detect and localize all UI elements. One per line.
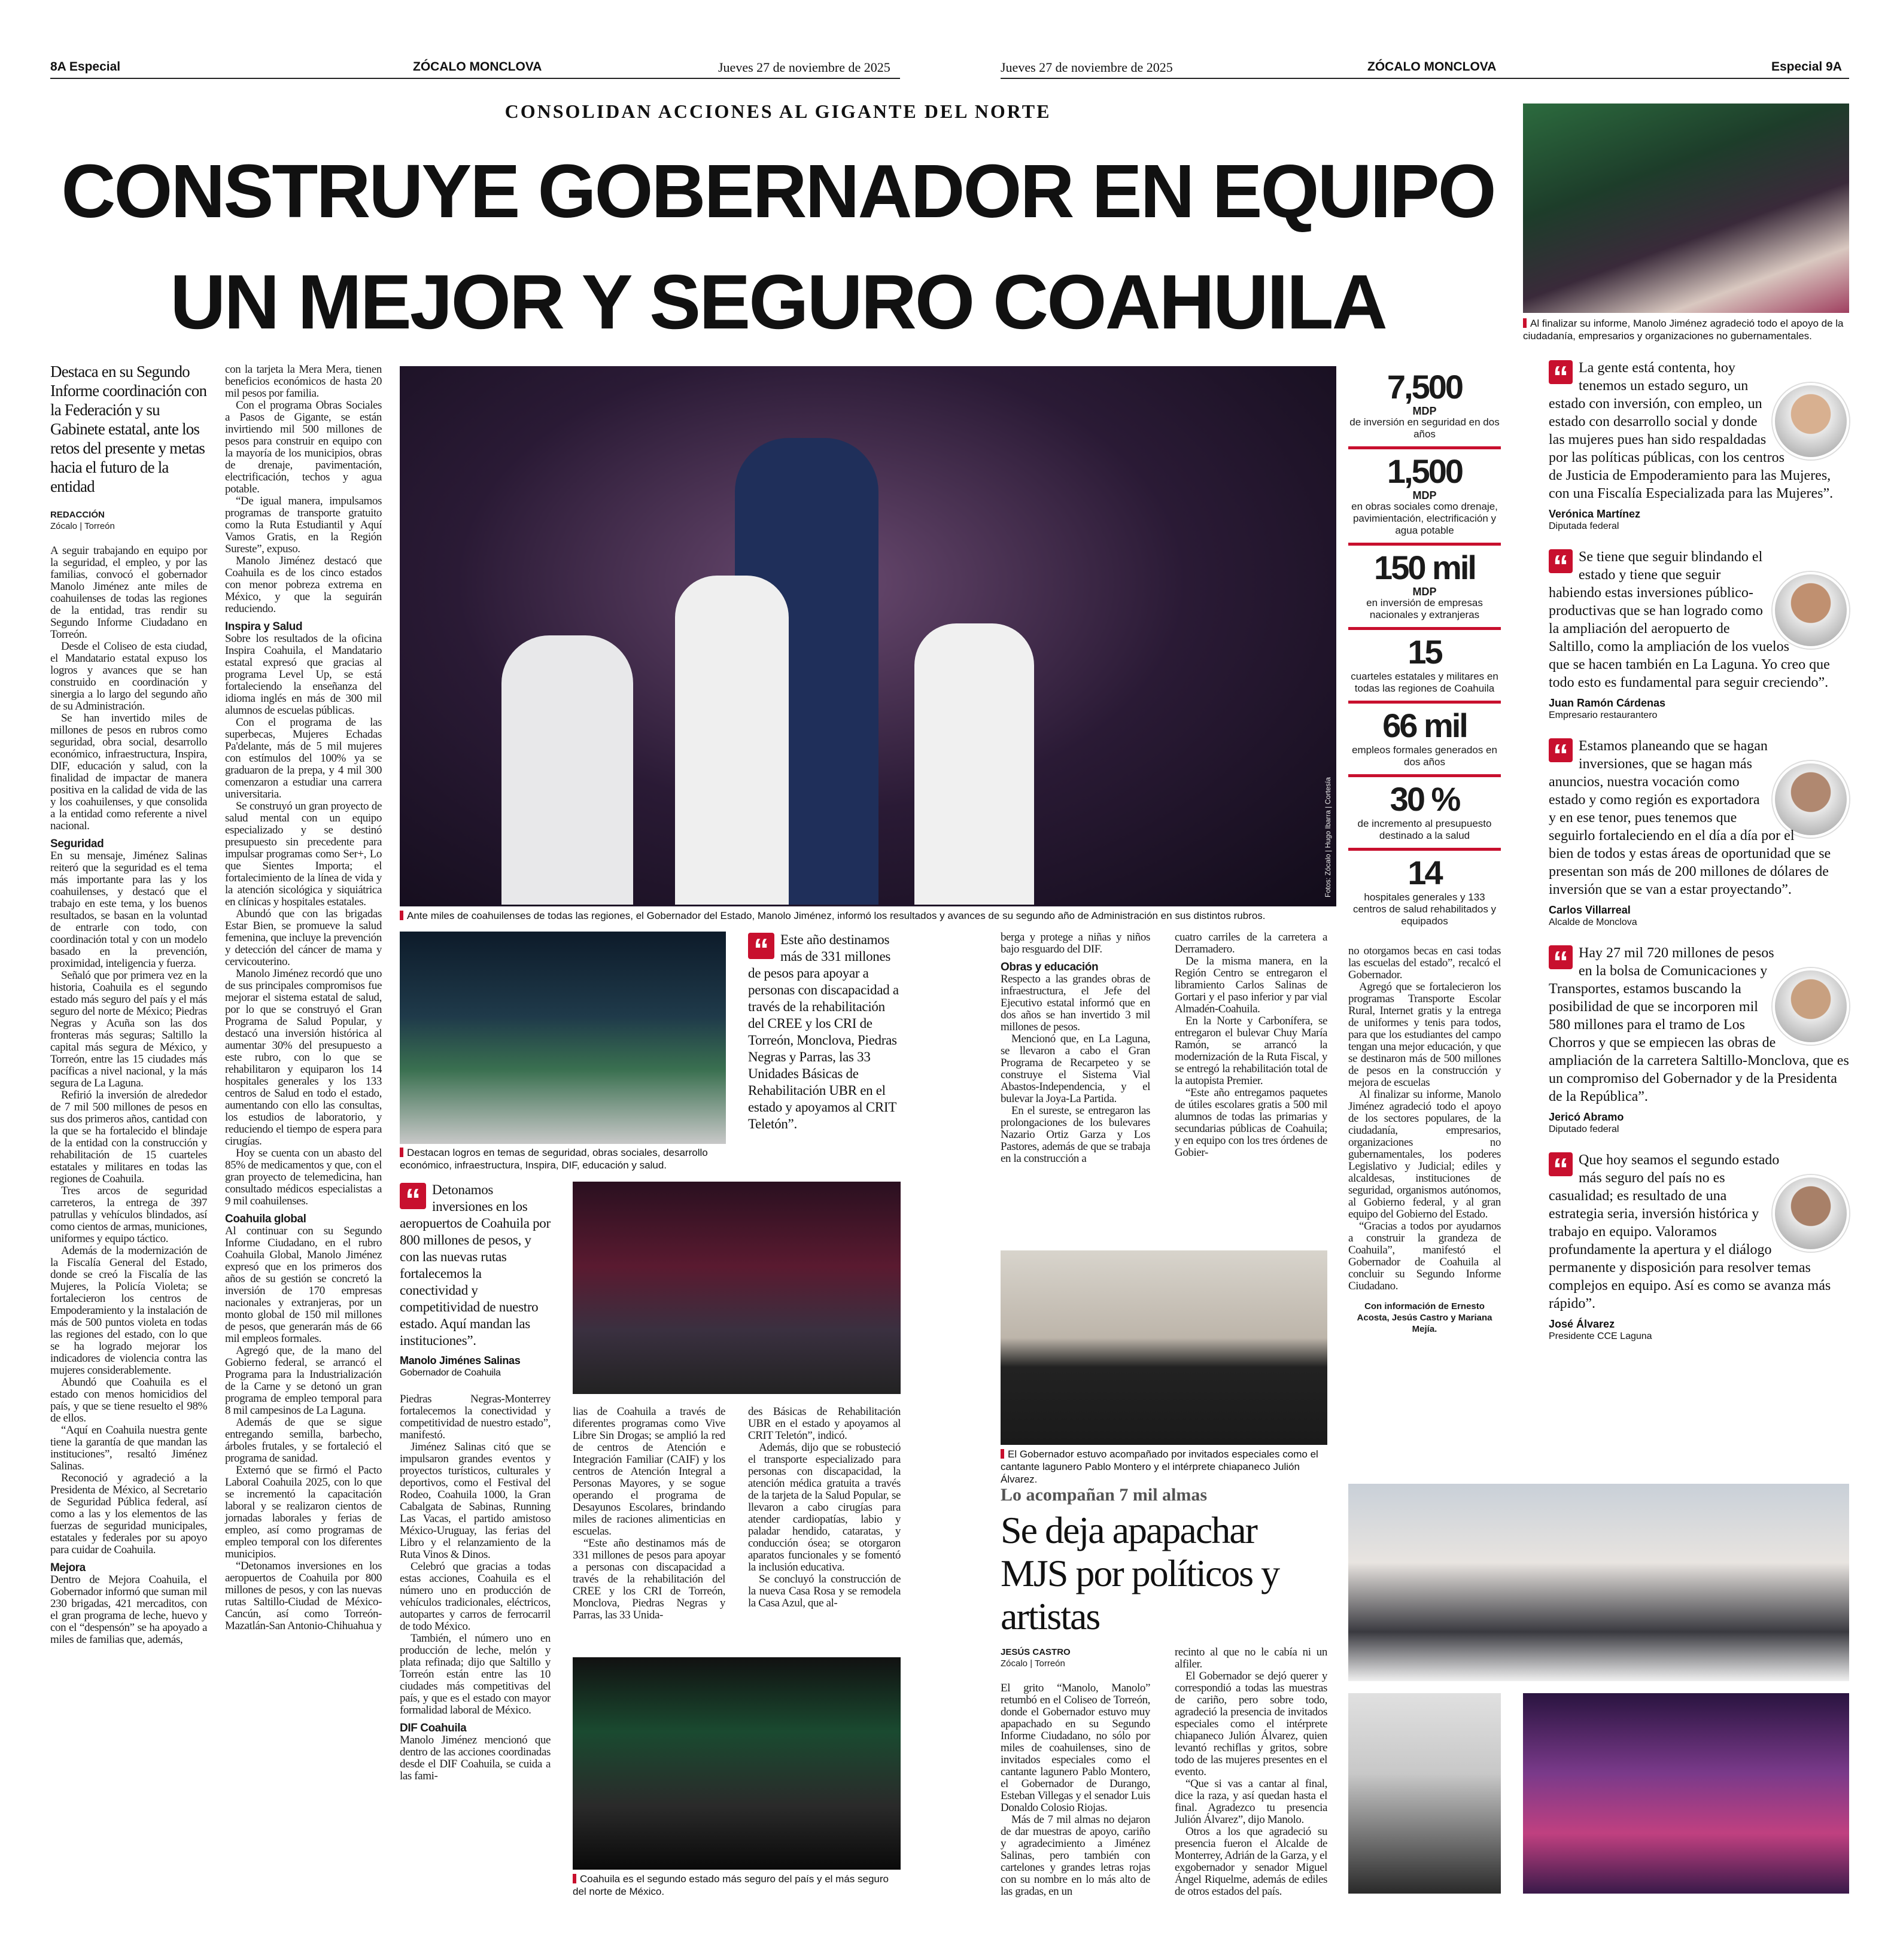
header-rule-left	[50, 78, 900, 79]
stat-unit: MDP	[1412, 405, 1437, 417]
photo-arena	[400, 932, 726, 1144]
paragraph: Se han invertido miles de millones de pesos en rubros como seguridad, obra social, desarrollo económico, infraestructura, Inspira, DIF, educación y salud, con la finalidad de impactar de manera positiva en la calidad de vida de las y los coahuilenses, y que consolida a la entidad como referente a nivel nacional.	[50, 712, 207, 832]
paragraph: recinto al que no le cabía ni un alfiler.	[1175, 1646, 1327, 1670]
quote-author-role: Diputada federal	[1549, 521, 1619, 531]
paragraph: “De igual manera, impulsamos programas de transporte gratuito como la Ruta Estudiantil y Aquí Vamos Gratis, en la Región Sureste”, expuso.	[225, 495, 382, 555]
paragraph: Se concluyó la construcción de la nueva Casa Rosa y se remodela la Casa Azul, que al-	[748, 1573, 901, 1609]
subhead: Seguridad	[50, 838, 104, 850]
article-column-8	[1348, 945, 1501, 1292]
photo-figure-child	[501, 635, 633, 905]
paragraph: Jiménez Salinas citó que se impulsaron grandes eventos y proyectos turísticos, culturales y deportivos, como el Festival del Rodeo, Coahuila 1000, la Gran Cabalgata de Sabinas, Running Las Vacas, el partido amistoso México-Uruguay, las ferias del Libro y el relanzamiento de la Ruta Vinos & Dinos.	[400, 1441, 551, 1561]
stats-and-column-8	[1348, 365, 1501, 1335]
quote-text: Que hoy seamos el segundo estado más seguro del país no es casualidad; es resultado de una estrategia seria, inversión histórica y trabajo en equipo. Valoramos profundamente la apertura y el diálogo permanente y disposición para resolver temas complejos en equipo. Así es como se avanza más rápido”.	[1549, 1152, 1831, 1311]
stat-item	[1348, 365, 1501, 449]
avatar	[1773, 383, 1849, 459]
date-right: Jueves 27 de noviembre de 2025	[1001, 60, 1173, 75]
paragraph: Reconoció y agradeció a la Presidenta de México, al Secretario de Seguridad Pública federal, así como a las y los elementos de las fuerzas de seguridad municipales, estatales y federales por su apoyo para cuidar de Coahuila.	[50, 1472, 207, 1556]
paragraph: Además, dijo que se robusteció el transporte especializado para personas con discapacidad, la atención médica gratuita a través de la tarjeta de la Salud Popular, se llevaron a cabo cirugías para atender cardiopatías, labio y paladar hendido, cataratas, y conducción ósea; se otorgaron aparatos funcionales y se fomentó la inclusión educativa.	[748, 1441, 901, 1574]
quote-author: Juan Ramón Cárdenas	[1549, 697, 1666, 709]
date-left: Jueves 27 de noviembre de 2025	[718, 60, 890, 75]
paragraph: con la tarjeta la Mera Mera, tienen beneficios económicos de hasta 20 mil pesos por familia.	[225, 363, 382, 400]
page-label-left: 8A Especial	[50, 60, 121, 74]
stat-value: 14	[1407, 854, 1442, 891]
stats-sidebar	[1348, 365, 1501, 933]
stat-item	[1348, 704, 1501, 777]
paragraph: Mencionó que, en La Laguna, se llevaron a cabo el Gran Programa de Recarpeteo y se construye el Sistema Vial Abastos-Independencia, y el bulevar la Joya-La Partida.	[1001, 1033, 1150, 1105]
quote-author: José Álvarez	[1549, 1318, 1615, 1330]
stat-description: hospitales generales y 133 centros de salud rehabilitados y equipados	[1352, 891, 1497, 927]
quote-text: Se tiene que seguir blindando el estado y tiene que seguir habiendo estas inversiones público-productivas que se han logrado como la ampliación del aeropuerto de Saltillo, como la ampliación de los vuelos que se hacen también en La Laguna. Yo creo que todo esto es fundamental para seguir creciendo”.	[1549, 549, 1830, 690]
paragraph: Respecto a las grandes obras de infraestructura, el Jefe del Ejecutivo estatal informó que en dos años se han invertido 3 mil millones de pesos.	[1001, 973, 1150, 1033]
photo-figure-child	[675, 576, 789, 905]
testimonial-quote	[1549, 548, 1849, 722]
stat-description: de inversión en seguridad en dos años	[1349, 416, 1500, 440]
quote-icon: “	[1549, 360, 1573, 384]
testimonial-quote	[1549, 359, 1849, 532]
paragraph: De la misma manera, en la Región Centro se entregaron el libramiento Carlos Salinas de Gortari y el paso inferior y par vial Almadén-Coahuila.	[1175, 955, 1327, 1015]
subhead: Inspira y Salud	[225, 620, 303, 633]
paragraph: “Que si vas a cantar al final, dice la raza, y así quedan hasta el final. Agradezco tu presencia Julión Álvarez”, dijo Manolo.	[1175, 1778, 1327, 1826]
stat-description: empleos formales generados en dos años	[1352, 744, 1497, 768]
quote-icon: “	[1549, 549, 1573, 573]
paragraph: des Básicas de Rehabilitación UBR en el estado y apoyamos al CRIT Teletón”, indicó.	[748, 1405, 901, 1442]
paragraph: “Este año entregamos paquetes de útiles escolares gratis a 500 mil alumnos de todas las primarias y secundarias públicas de Coahuila; y en equipo con los tres órdenes de Gobier-	[1175, 1086, 1327, 1159]
quote-author: Jericó Abramo	[1549, 1111, 1624, 1123]
paragraph: Piedras Negras-Monterrey fortalecemos la conectividad y competitividad de nuestro estado”, manifestó.	[400, 1393, 551, 1441]
paragraph: Otros a los que agradeció su presencia fueron el Alcalde de Monterrey, Adrián de la Garza, y el exgobernador y senador Miguel Ángel Riquelme, además de ediles de otros estados del país.	[1175, 1825, 1327, 1898]
stat-item	[1348, 851, 1501, 933]
avatar	[1773, 572, 1849, 649]
page-label-right: Especial 9A	[1771, 60, 1842, 74]
photo-figure-child	[914, 623, 1034, 905]
caption-arena: Destacan logros en temas de seguridad, obras sociales, desarrollo económico, infraestructura, Inspira, DIF, educación y salud.	[400, 1147, 708, 1171]
paragraph: no otorgamos becas en casi todas las escuelas del estado”, recalcó el Gobernador.	[1348, 945, 1501, 981]
caption-stage: Coahuila es el segundo estado más seguro del país y el más seguro del norte de México.	[573, 1873, 889, 1897]
paragraph: Desde el Coliseo de esta ciudad, el Mandatario estatal expuso los logros y avances que se han construido en coordinación y sinergia a lo largo del segundo año de su Administración.	[50, 640, 207, 713]
quote-author-role: Presidente CCE Laguna	[1549, 1331, 1652, 1341]
paragraph: Manolo Jiménez destacó que Coahuila es de los cinco estados con menor pobreza extrema en México, y que la seguirán reduciendo.	[225, 555, 382, 615]
paragraph: lias de Coahuila a través de diferentes programas como Vive Libre Sin Drogas; se amplió la red de centros de Atención e Integración Familiar (CAIF) y los centros de Atención Integral a Personas Mayores, y se sogue operando el programa de Desayunos Escolares, brindando miles de raciones alimenticias en escuelas.	[573, 1405, 725, 1538]
testimonial-quote	[1549, 944, 1849, 1136]
second-story-column-1	[1001, 1682, 1150, 1898]
avatar	[1773, 1175, 1849, 1252]
pull-quote-1: “ Este año destinamos más de 331 millones de pesos para apoyar a personas con discapacidad a través de la rehabilitación del CREE y los CRI de Torreón, Monclova, Piedras Negras y Parras, las 33 Unidades Básicas de Rehabilitación UBR en el estado y apoyamos al CRIT Teletón”.	[748, 932, 899, 1131]
article-column-2	[225, 364, 382, 1632]
stat-value: 66 mil	[1382, 707, 1467, 744]
pull-quote-2-and-column-3	[400, 1182, 551, 1782]
header-rule-right	[1001, 78, 1849, 79]
stat-description: cuarteles estatales y militares en todas las regiones de Coahuila	[1351, 671, 1498, 694]
quote-author-role: Empresario restaurantero	[1549, 710, 1658, 720]
paragraph: Con el programa Obras Sociales a Pasos de Gigante, se están invirtiendo mil 500 millones de pesos para construir en equipo con la mayoría de los municipios, obras de drenaje, pavimentación, electrificación, techos y agua potable.	[225, 399, 382, 495]
paragraph: Celebró que gracias a todas estas acciones, Coahuila es el número uno en producción de vehículos tradicionales, eléctricos, autopartes y carros de ferrocarril de todo México.	[400, 1560, 551, 1633]
testimonials	[1549, 359, 1849, 1343]
subhead: Obras y educación	[1001, 961, 1099, 973]
article-column-3	[400, 1393, 551, 1782]
headline-line-1: CONSTRUYE GOBERNADOR EN EQUIPO	[61, 149, 1495, 233]
article-column-1	[50, 545, 207, 1646]
quote-icon: “	[400, 1183, 426, 1209]
paragraph: “Este año destinamos más de 331 millones de pesos para apoyar a personas con discapacidad a través de la rehabilitación del CREE y los CRI de Torreón, Monclova, Piedras Negras y Parras, las 33 Unida-	[573, 1537, 725, 1621]
paragraph: Manolo Jiménez mencionó que dentro de las acciones coordinadas desde el DIF Coahuila, se cuida a las fami-	[400, 1734, 551, 1782]
paragraph: “Aquí en Coahuila nuestra gente tiene la garantía de que mandan las instituciones”, resaltó Jiménez Salinas.	[50, 1424, 207, 1472]
article-column-7	[1175, 932, 1327, 1159]
quote-text: La gente está contenta, hoy tenemos un estado seguro, un estado con inversión, con empleo, un estado con desarrollo social y donde las mujeres pues han sido respaldadas por las políticas públicas, con los centros de Justicia de Empoderamiento para las Mujeres, con una Fiscalía Especializada para las Mujeres”.	[1549, 360, 1834, 501]
photo-main-governor-family	[400, 366, 1336, 906]
avatar	[1773, 968, 1849, 1045]
paragraph: Tres arcos de seguridad carreteros, la entrega de 397 patrullas y vehículos blindados, así como cientos de armas, municiones, uniformes y equipo táctico.	[50, 1185, 207, 1245]
paragraph: Además de la modernización de la Fiscalía General del Estado, donde se creó la Fiscalía de las Mujeres, la Policía Violeta; se fortalecieron los centros de Empoderamiento y la instalación de más de 500 puntos violeta en todas las regiones del estado, con lo que se ha logrado mejorar los indicadores de violencia contra las mujeres considerablemente.	[50, 1244, 207, 1377]
headline-line-2: UN MEJOR Y SEGURO COAHUILA	[170, 259, 1386, 345]
photo-governor-crowd	[1523, 104, 1849, 313]
testimonial-quote	[1549, 1151, 1849, 1343]
photo-guests	[1001, 1250, 1327, 1445]
subhead: Coahuila global	[225, 1213, 306, 1225]
second-story-byline: JESÚS CASTRO Zócalo | Torreón	[1001, 1647, 1071, 1669]
stat-value: 15	[1407, 633, 1442, 671]
pull-quote-2: “ Detonamos inversiones en los aeropuertos de Coahuila por 800 millones de pesos, y con las nuevas rutas fortalecemos la conectividad y competitividad de nuestro estado. Aquí mandan las instituciones”. Manolo Jiménes Salinas Gobernador de Coahuila	[400, 1182, 551, 1378]
lead-column	[50, 362, 207, 1646]
stat-description: de incremento al presupuesto destinado a la salud	[1357, 818, 1492, 841]
paragraph: También, el número uno en producción de leche, melón y plata refinada; dijo que Saltillo y Torreón están entre las 10 ciudades más competitivas del país, y que es el estado con mayor formalidad laboral de México.	[400, 1632, 551, 1716]
paragraph: Se construyó un gran proyecto de salud mental con un equipo especializado y se destinó presupuesto sin precedente para impulsar programas como Ser+, Lo que Sientes Importa; el fortalecimiento de la línea de vida y la atención sicológica y siquiátrica en clínicas y hospitales estatales.	[225, 800, 382, 908]
stat-value: 7,500	[1387, 368, 1463, 406]
stat-item	[1348, 777, 1501, 851]
second-story-kicker: Lo acompañan 7 mil almas	[1001, 1485, 1208, 1505]
deck: Destaca en su Segundo Informe coordinación con la Federación y su Gabinete estatal, ante los retos del presente y metas hacia el futuro de la entidad	[50, 363, 207, 495]
paragraph: berga y protege a niñas y niños bajo resguardo del DIF.	[1001, 931, 1150, 955]
quote-icon: “	[748, 933, 774, 959]
quote-icon: “	[1549, 945, 1573, 969]
paragraph: El Gobernador se dejó querer y correspondió a todas las muestras de cariño, pero sobre todo, agradeció la presencia de invitados especiales como el intérprete chiapaneco Julión Álvarez, quien levantó rechiflas y gritos, sobre todo de las mujeres presentes en el evento.	[1175, 1670, 1327, 1778]
story-credits: Con información de Ernesto Acosta, Jesús Castro y Mariana Mejía.	[1357, 1301, 1492, 1334]
paper-name-right: ZÓCALO MONCLOVA	[1367, 60, 1497, 74]
quote-author-role: Diputado federal	[1549, 1124, 1619, 1134]
paragraph: Al finalizar su informe, Manolo Jiménez agradeció todo el apoyo de los sectores populares, de la ciudadanía, empresarios, organizaciones no gubernamentales, los poderes Legislativo y Judicial; ediles y alcaldesas, instituciones de seguridad, organismos autónomos, al Gobierno federal, y al gran equipo del Gobierno del Estado.	[1348, 1088, 1501, 1221]
stat-value: 30 %	[1390, 780, 1460, 818]
paragraph: Agregó que se fortalecieron los programas Transporte Escolar Rural, Internet gratis y la entrega de uniformes y tenis para todos, para que los estudiantes del campo tengan una mejor educación, y que se destinaron más de 500 millones de pesos en la construcción y mejora de escuelas	[1348, 981, 1501, 1089]
quote-text: Estamos planeando que se hagan inversiones, que se hagan más anuncios, nuestra vocación como estado y como región es exportadora y en ese tenor, pues tenemos que seguirlo fortaleciendo en el día a día por el bien de todos y estas áreas de oportunidad que se presentan son más de 200 millones de dólares de inversión que se van a estar proyectando”.	[1549, 738, 1831, 897]
photo-stage-governor	[573, 1657, 901, 1870]
paper-name-left: ZÓCALO MONCLOVA	[413, 60, 542, 74]
caption-main: Ante miles de coahuilenses de todas las regiones, el Gobernador del Estado, Manolo Jiménez, informó los resultados y avances de su segundo año de Administración en sus distintos rubros.	[400, 909, 1336, 922]
subhead: DIF Coahuila	[400, 1722, 467, 1734]
paragraph: Abundó que con las brigadas Estar Bien, se promueve la salud femenina, que incluye la prevención y detección del cáncer de mama y cervicouterino.	[225, 908, 382, 968]
paragraph: Manolo Jiménez recordó que uno de sus principales compromisos fue mejorar el sistema estatal de salud, por lo que se construyó el Gran Programa de Salud Popular, y destacó una inversión histórica al aumentar 30% del presupuesto a este rubro, con lo que se rehabilitaron y equiparon los 14 hospitales generales y los 133 centros de Salud en todo el estado, aumentando con ello las consultas, los estudios de laboratorio, y reduciendo el tiempo de espera para cirugías.	[225, 967, 382, 1148]
paragraph: El grito “Manolo, Manolo” retumbó en el Coliseo de Torreón, donde el Gobernador estuvo muy apapachado en su Segundo Informe Ciudadano, no sólo por miles de coahuilenses, sino de invitados especiales como el cantante lagunero Pablo Montero, el Gobernador de Durango, Esteban Villegas y el senador Luis Donaldo Colosio Riojas.	[1001, 1682, 1150, 1814]
paragraph: Sobre los resultados de la oficina Inspira Coahuila, el Mandatario estatal expresó que gracias al programa Level Up, se está fortaleciendo la enseñanza del idioma inglés en más de 300 mil alumnos de escuelas públicas.	[225, 632, 382, 717]
paragraph: Señaló que por primera vez en la historia, Coahuila es el segundo estado más seguro del país y el más seguro del norte de México; Piedras Negras y Acuña son las dos fronteras más seguras; Saltillo la capital más segura de México, y Torreón, entre las 15 ciudades más pacíficas a nivel nacional, y la más segura de La Laguna.	[50, 969, 207, 1089]
kicker: CONSOLIDAN ACCIONES AL GIGANTE DEL NORTE	[504, 101, 1051, 122]
photo-stage-family	[573, 1182, 901, 1394]
quote-author-role: Alcalde de Monclova	[1549, 917, 1637, 927]
stat-unit: MDP	[1412, 586, 1437, 598]
article-column-5	[748, 1406, 901, 1609]
article-column-4	[573, 1406, 725, 1621]
paragraph: Al continuar con su Segundo Informe Ciudadano, en el rubro Coahuila Global, Manolo Jiménez expresó que en los primeros dos años de su gestión se concretó la inversión de 170 empresas nacionales y extranjeras, por un monto global de 150 mil millones de pesos, que generarán más de 66 mil empleos formales.	[225, 1225, 382, 1345]
caption-guests: El Gobernador estuvo acompañado por invitados especiales como el cantante lagunero Pablo Montero y el intérprete chiapaneco Julión Álvarez.	[1001, 1448, 1318, 1485]
testimonial-quote	[1549, 737, 1849, 929]
paragraph: Además de que se sigue entregando semilla, barbecho, árboles frutales, y se fortaleció el programa de sanidad.	[225, 1416, 382, 1465]
quote-text: Hay 27 mil 720 millones de pesos en la bolsa de Comunicaciones y Transportes, estamos buscando la posibilidad de que se incorporen mil 580 millones para el tramo de Los Chorros y que se empiecen las obras de ampliación de la carretera Saltillo-Monclova, que es un compromiso del Gobernador y de la Presidenta de la República”.	[1549, 945, 1849, 1104]
paragraph: “Gracias a todos por ayudarnos a construir la grandeza de Coahuila”, manifestó el Gobernador de Coahuila al concluir su Segundo Informe Ciudadano.	[1348, 1220, 1501, 1292]
paragraph: Más de 7 mil almas no dejaron de dar muestras de apoyo, cariño y agradecimiento a Jiménez Salinas, pero también con cartelones y grandes letras rojas con su nombre en lo más alto de las gradas, en un	[1001, 1813, 1150, 1898]
quote-icon: “	[1549, 738, 1573, 762]
paragraph: En su mensaje, Jiménez Salinas reiteró que la seguridad es el tema más importante para las y los coahuilenses, y destacó que el trabajo en este tema, y los buenos resultados, se basan en la voluntad de entrarle con todo, con coordinación total y con un modelo basado en la prevención, proximidad, inteligencia y fuerza.	[50, 850, 207, 970]
stat-item	[1348, 449, 1501, 546]
paragraph: Refirió la inversión de alrededor de 7 mil 500 millones de pesos en sus dos primeros años, cantidad con la que se ha fortalecido el blindaje de la entidad con la construcción y rehabilitación de 15 cuarteles estatales y militares en todas las regiones de Coahuila.	[50, 1089, 207, 1185]
paragraph: En la Norte y Carbonífera, se entregaron el bulevar Chuy María Ramón, se arrancó la modernización de la Ruta Fiscal, y se entregó la rehabilitación total de la autopista Premier.	[1175, 1015, 1327, 1087]
stat-description: en obras sociales como drenaje, pavimientación, electrificación y agua potable	[1351, 501, 1498, 536]
caption-top-right: Al finalizar su informe, Manolo Jiménez agradeció todo el apoyo de la ciudadanía, empresarios y organizaciones no gubernamentales.	[1523, 318, 1844, 342]
stat-description: en inversión de empresas nacionales y extranjeras	[1366, 597, 1483, 620]
stat-value: 150 mil	[1374, 549, 1475, 586]
stat-value: 1,500	[1387, 452, 1463, 490]
paragraph: Agregó que, de la mano del Gobierno federal, se arrancó el Programa para la Industrialización de la Carne y se detonó un gran programa de empleo temporal para 8 mil campesinos de La Laguna.	[225, 1344, 382, 1417]
quote-icon: “	[1549, 1152, 1573, 1176]
avatar	[1773, 761, 1849, 838]
article-column-6	[1001, 932, 1150, 1165]
paragraph: cuatro carriles de la carretera a Derramadero.	[1175, 931, 1327, 955]
second-story-column-2	[1175, 1646, 1327, 1898]
photo-family-group	[1348, 1484, 1849, 1681]
paragraph: Externó que se firmó el Pacto Laboral Coahuila 2025, con lo que se incrementó la capacitación laboral y se realizaron cientos de jornadas laborales y ferias de empleo, así como programas de empleo temporal con los diferentes municipios.	[225, 1464, 382, 1560]
stat-unit: MDP	[1412, 489, 1437, 501]
paragraph: “Detonamos inversiones en los aeropuertos de Coahuila por 800 millones de pesos, y con las nuevas rutas Saltillo-Ciudad de México-Cancún, así como Torreón-Mazatlán-San Antonio-Chihuahua y	[225, 1560, 382, 1632]
paragraph: Con el programa de las superbecas, Mujeres Echadas Pa'delante, más de 5 mil mujeres con estímulos del 100% ya se graduaron de la prepa, y 4 mil 300 comenzaron a estudiar una carrera universitaria.	[225, 716, 382, 801]
stat-item	[1348, 630, 1501, 704]
photo-selfie	[1348, 1693, 1501, 1894]
paragraph: Abundó que Coahuila es el estado con menos homicidios del país, y que se tiene resuelto el 98% de ellos.	[50, 1376, 207, 1425]
photo-credit: Fotos: Zócalo | Hugo Ibarra | Cortesía	[1324, 777, 1332, 897]
quote-author: Carlos Villarreal	[1549, 904, 1631, 916]
byline: REDACCIÓN Zócalo | Torreón	[50, 510, 115, 531]
paragraph: A seguir trabajando en equipo por la seguridad, el empleo, y por las familias, convocó el gobernador Manolo Jiménez ante miles de coahuilenses de todas las regiones de la entidad, tras rendir su Segundo Informe Ciudadano en Torreón.	[50, 544, 207, 641]
subhead: Mejora	[50, 1562, 86, 1574]
paragraph: Hoy se cuenta con un abasto del 85% de medicamentos y que, con el gran proyecto de telemedicina, han consultado médicos especialistas a 9 mil coahuilenses.	[225, 1147, 382, 1207]
stat-item	[1348, 546, 1501, 630]
paragraph: En el sureste, se entregaron las prolongaciones de los bulevares Nazario Ortiz Garza y Los Pastores, además de que se trabaja en la construcción a	[1001, 1104, 1150, 1165]
paragraph: Dentro de Mejora Coahuila, el Gobernador informó que suman mil 230 brigadas, 421 mercaditos, con el gran programa de leche, huevo y con el “despensón” se ha apoyado a miles de familias que, además,	[50, 1574, 207, 1646]
second-story-headline: Se deja apapachar MJS por políticos y artistas	[1001, 1509, 1279, 1638]
quote-author: Verónica Martínez	[1549, 508, 1641, 520]
second-story	[1001, 1485, 1327, 1898]
photo-coliseum-crowd	[1523, 1693, 1849, 1894]
